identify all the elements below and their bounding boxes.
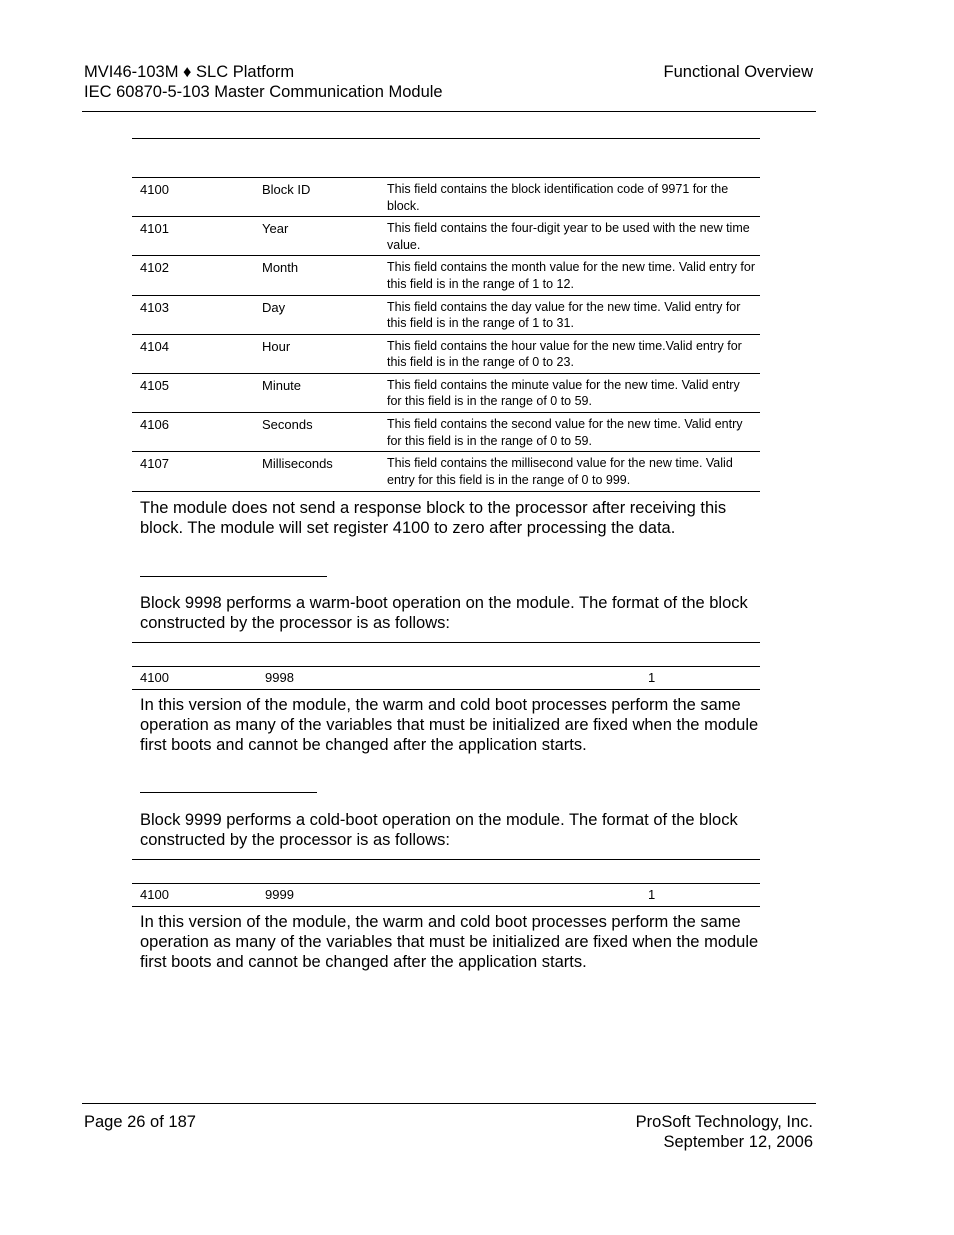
table-row (132, 256, 760, 295)
table-row (132, 296, 760, 335)
name-cell: Year (262, 221, 289, 237)
name-cell: Seconds (262, 417, 313, 433)
block-cell: 9998 (265, 670, 294, 685)
header-section: Functional Overview (663, 63, 813, 81)
offset-cell: 4100 (140, 670, 169, 685)
offset-cell: 4105 (140, 377, 169, 393)
table-row (132, 374, 760, 413)
description-cell: This field contains the month value for the new time. Valid entry for this field is in the range of 1 to 12. (387, 260, 756, 291)
offset-cell: 4104 (140, 338, 169, 354)
name-cell: Day (262, 299, 286, 315)
description-cell: This field contains the second value for the new time. Valid entry for this field is in the range of 0 to 59. (387, 417, 743, 448)
warm-boot-heading-rule (140, 576, 327, 577)
cold-boot-row (132, 884, 760, 907)
time-set-table (132, 178, 760, 492)
name-cell: Month (262, 260, 299, 276)
table-top-rule (132, 138, 760, 139)
description-cell: This field contains the hour value for the new time.Valid entry for this field is in the range of 0 to 23. (387, 338, 742, 370)
cold-boot-table-top-rule (132, 859, 760, 860)
cold-boot-heading-rule (140, 792, 317, 793)
cold-boot-note: In this version of the module, the warm and cold boot processes perform the same operation as many of the variables that must be initialized are fixed when the module first boots and cannot be changed after the application starts. (140, 913, 759, 971)
offset-cell: 4100 (140, 182, 169, 197)
publish-date: September 12, 2006 (663, 1133, 813, 1151)
description-cell: This field contains the minute value for the new time. Valid entry for this field is in the range of 0 to 59. (387, 377, 740, 409)
header-divider (82, 111, 816, 112)
count-cell: 1 (648, 670, 656, 685)
offset-cell: 4107 (140, 456, 169, 472)
warm-boot-row (132, 667, 760, 690)
cold-boot-intro: Block 9999 performs a cold-boot operation on the module. The format of the block constructed by the processor is as follows: (140, 811, 738, 849)
table-row (132, 413, 760, 452)
table-row (132, 178, 760, 217)
name-cell: Hour (262, 338, 291, 354)
name-cell: Minute (262, 377, 302, 393)
header-module: IEC 60870-5-103 Master Communication Module (84, 83, 443, 101)
table-row (132, 335, 760, 374)
footer-publisher (636, 1112, 813, 1152)
warm-boot-intro: Block 9998 performs a warm-boot operation on the module. The format of the block constructed by the processor is as follows: (140, 594, 748, 632)
table-row (132, 452, 760, 491)
name-cell: Block ID (262, 182, 311, 197)
footer-divider (82, 1103, 816, 1104)
offset-cell: 4100 (140, 887, 169, 902)
page-number: Page 26 of 187 (84, 1113, 196, 1131)
company-name: ProSoft Technology, Inc. (635, 1113, 813, 1131)
description-cell: This field contains the four-digit year to be used with the new time value. (387, 221, 750, 252)
block-cell: 9999 (265, 887, 294, 902)
offset-cell: 4106 (140, 417, 169, 433)
count-cell: 1 (648, 887, 656, 902)
offset-cell: 4101 (140, 221, 169, 237)
description-cell: This field contains the block identification code of 9971 for the block. (387, 182, 729, 213)
offset-cell: 4102 (140, 260, 169, 276)
header-title (84, 62, 443, 102)
table-row (132, 217, 760, 256)
response-note: The module does not send a response block to the processor after receiving this block. The module will set register 4100 to zero after processing the data. (140, 499, 727, 537)
description-cell: This field contains the day value for the new time. Valid entry for this field is in the range of 1 to 31. (387, 299, 741, 331)
header-product: MVI46-103M ♦ SLC Platform (84, 63, 295, 81)
offset-cell: 4103 (140, 299, 169, 315)
warm-boot-note: In this version of the module, the warm and cold boot processes perform the same operation as many of the variables that must be initialized are fixed when the module first boots and cannot be changed after the application starts. (140, 696, 759, 754)
warm-boot-table-top-rule (132, 642, 760, 643)
name-cell: Milliseconds (262, 456, 333, 472)
description-cell: This field contains the millisecond value for the new time. Valid entry for this field is in the range of 0 to 999. (387, 456, 733, 487)
